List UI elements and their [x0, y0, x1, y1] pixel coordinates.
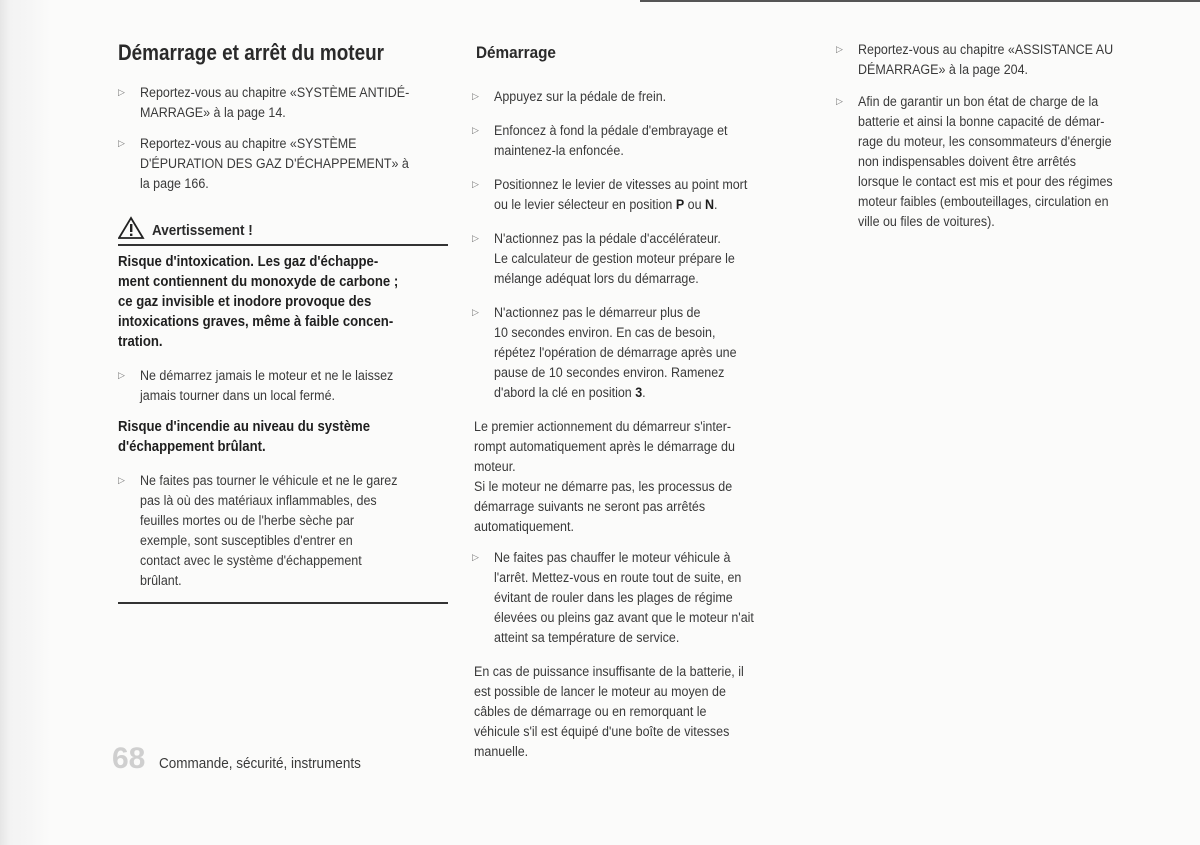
- triangle-bullet-icon: ▷: [836, 44, 843, 54]
- gear-position-p: P: [675, 197, 685, 213]
- triangle-bullet-icon: ▷: [118, 87, 125, 97]
- triangle-bullet-icon: ▷: [118, 370, 125, 380]
- triangle-bullet-icon: ▷: [472, 179, 479, 189]
- triangle-bullet-icon: ▷: [472, 552, 479, 562]
- list-item-text: Afin de garantir un bon état de charge de la batterie et ainsi la bonne capacité de démar- rage du moteur, les consommateurs d'énergie non indispensables doivent être arrêtés lorsque le contact est mis et pour des régimes moteur faibles (embouteillages, circulation en ville ou files de voitures).: [858, 94, 1113, 230]
- list-item-text: Reportez-vous au chapitre «SYSTÈME D'ÉPURATION DES GAZ D'ÉCHAPPEMENT» à la page 166.: [140, 136, 409, 192]
- list-item: [118, 366, 448, 406]
- list-item: [118, 134, 448, 194]
- list-item-text: [494, 303, 772, 403]
- triangle-bullet-icon: ▷: [836, 96, 843, 106]
- list-item: [472, 175, 810, 215]
- right-column: [836, 40, 1166, 244]
- page-number: 68: [112, 742, 146, 775]
- left-column: [118, 40, 448, 604]
- list-item: [472, 229, 810, 289]
- page-binding-shadow: [0, 0, 50, 845]
- top-rule: [640, 0, 1200, 2]
- paragraph: Le premier actionnement du démarreur s'inter- rompt automatiquement après le démarrage du moteur. Si le moteur ne démarre pas, les processus de démarrage suivants ne seront pas arrêtés automatiquement.: [474, 419, 735, 535]
- page-title: Démarrage et arrêt du moteur: [118, 40, 385, 65]
- list-item-text: Reportez-vous au chapitre «SYSTÈME ANTIDÉ- MARRAGE» à la page 14.: [140, 85, 410, 121]
- list-item: [118, 471, 448, 591]
- section-heading: Démarrage: [476, 43, 556, 62]
- list-item: [472, 303, 810, 403]
- triangle-bullet-icon: ▷: [118, 475, 125, 485]
- triangle-bullet-icon: ▷: [472, 91, 479, 101]
- key-position-3: 3: [635, 385, 643, 401]
- text-run: .: [642, 385, 646, 401]
- list-item-text: [494, 175, 772, 215]
- list-item: [118, 83, 448, 123]
- triangle-bullet-icon: ▷: [472, 125, 479, 135]
- list-item-text: Enfoncez à fond la pédale d'embrayage et maintenez-la enfoncée.: [494, 123, 728, 159]
- text-run: Positionnez le levier de vitesses au point mort ou le levier sélecteur en position: [494, 177, 748, 213]
- list-item: [836, 40, 1166, 80]
- list-item: [472, 87, 810, 107]
- warning-triangle-icon: [118, 216, 148, 240]
- middle-column: [472, 40, 810, 773]
- list-item: [472, 548, 810, 648]
- text-run: .: [714, 197, 718, 213]
- text-run: ou: [684, 197, 706, 213]
- list-item-text: Reportez-vous au chapitre «ASSISTANCE AU DÉMARRAGE» à la page 204.: [858, 42, 1114, 78]
- list-item: [836, 92, 1166, 232]
- text-run: N'actionnez pas le démarreur plus de 10 secondes environ. En cas de besoin, répétez l'opération de démarrage après une pause de 10 secondes environ. Ramenez d'abord la clé en position: [494, 305, 737, 401]
- warning-title: Avertissement !: [152, 222, 253, 239]
- triangle-bullet-icon: ▷: [472, 307, 479, 317]
- list-item-text: Ne démarrez jamais le moteur et ne le laissez jamais tourner dans un local fermé.: [140, 368, 394, 404]
- list-item-text: Ne faites pas tourner le véhicule et ne le garez pas là où des matériaux inflammables, des feuilles mortes ou de l'herbe sèche par exemple, sont susceptibles d'entrer en contact avec le système d'échappement brûlant.: [140, 473, 398, 589]
- gear-position-n: N: [705, 197, 715, 213]
- section-name: Commande, sécurité, instruments: [159, 755, 362, 772]
- triangle-bullet-icon: ▷: [118, 138, 125, 148]
- list-item-text: Appuyez sur la pédale de frein.: [494, 89, 667, 105]
- list-item: [472, 121, 810, 161]
- paragraph: En cas de puissance insuffisante de la batterie, il est possible de lancer le moteur au moyen de câbles de démarrage ou en remorquant le véhicule s'il est équipé d'une boîte de vitesses manuelle.: [474, 664, 744, 760]
- warning-header: [118, 216, 448, 246]
- triangle-bullet-icon: ▷: [472, 233, 479, 243]
- warning-risk-intoxication: Risque d'intoxication. Les gaz d'échappe- ment contiennent du monoxyde de carbone ; ce gaz invisible et inodore provoque des intoxications graves, même à faible concen- tration.: [118, 254, 399, 350]
- warning-risk-fire: Risque d'incendie au niveau du système d'échappement brûlant.: [118, 419, 371, 455]
- list-item-text: N'actionnez pas la pédale d'accélérateur. Le calculateur de gestion moteur prépare le mélange adéquat lors du démarrage.: [494, 231, 735, 287]
- list-item-text: Ne faites pas chauffer le moteur véhicule à l'arrêt. Mettez-vous en route tout de suite, en évitant de rouler dans les plages de régime élevées ou pleins gaz avant que le moteur n'ait atteint sa température de service.: [494, 550, 754, 646]
- warning-end-rule: [118, 602, 448, 604]
- page-footer: [112, 742, 384, 776]
